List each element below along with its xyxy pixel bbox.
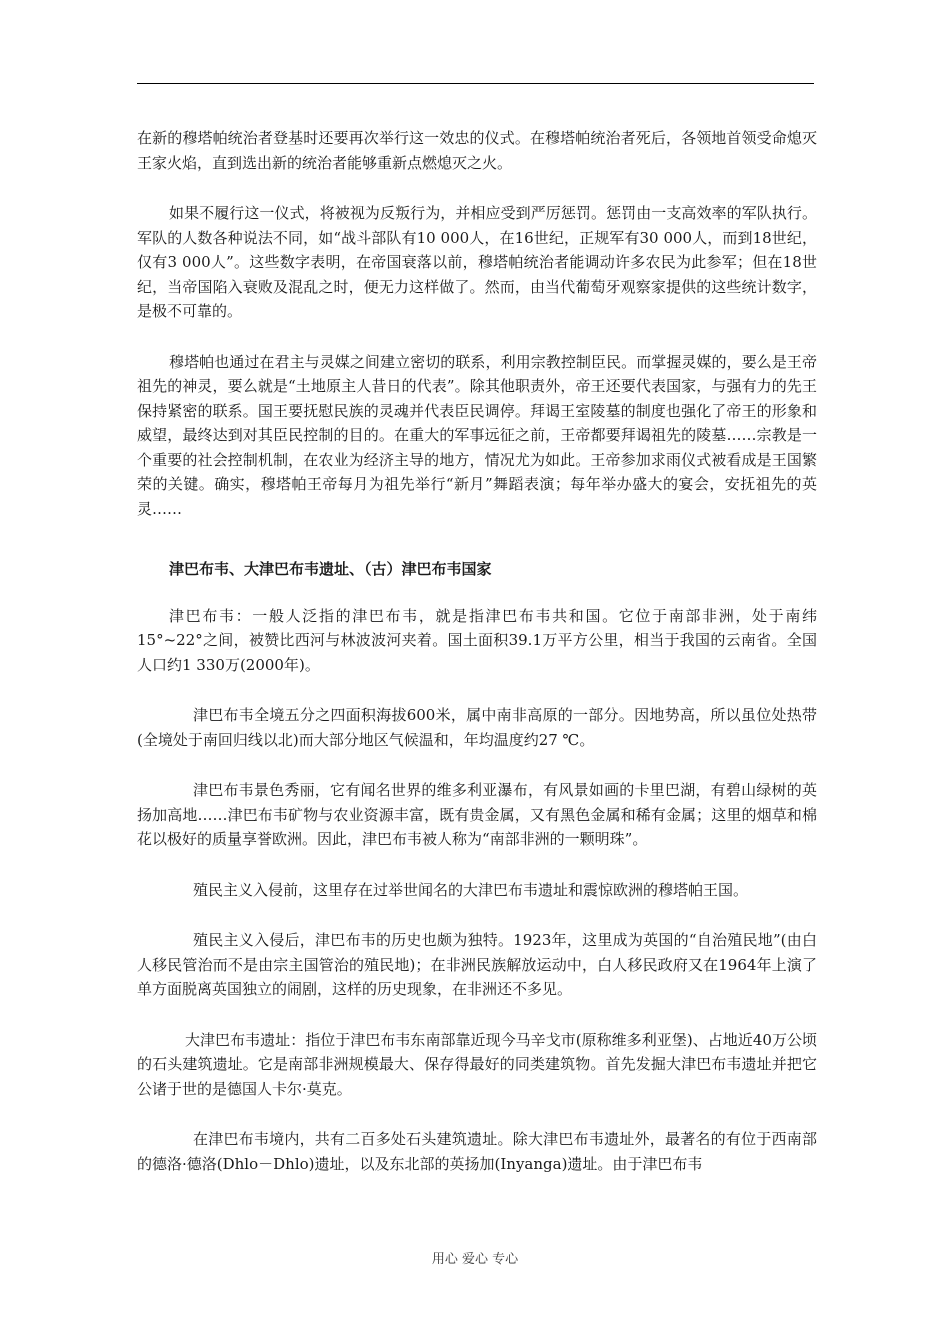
paragraph-zimbabwe-intro: 津巴布韦：一般人泛指的津巴布韦，就是指津巴布韦共和国。它位于南部非洲，处于南纬15°~22°之间，被赞比西河与林波波河夹着。国土面积39.1万平方公里，相当于我国的云南省。全国人口约1 330万(2000年)。	[137, 606, 817, 674]
paragraph-scenery: 津巴布韦景色秀丽，它有闻名世界的维多利亚瀑布，有风景如画的卡里巴湖，有碧山绿树的英扬加高地……津巴布韦矿物与农业资源丰富，既有贵金属，又有黑色金属和稀有金属；这里的烟草和棉花以极好的质量享誉欧洲。因此，津巴布韦被人称为“南部非洲的一颗明珠”。	[137, 781, 817, 848]
paragraph-climate: 津巴布韦全境五分之四面积海拔600米，属中南非高原的一部分。因地势高，所以虽位处热带(全境处于南回归线以北)而大部分地区气候温和，年均温度约27 ℃。	[137, 706, 817, 749]
paragraph-religion: 穆塔帕也通过在君主与灵媒之间建立密切的联系，利用宗教控制臣民。而掌握灵媒的，要么是王帝祖先的神灵，要么就是“土地原主人昔日的代表”。除其他职责外，帝王还要代表国家，与强有力的先王保持紧密的联系。国王要抚慰民族的灵魂并代表臣民调停。拜谒王室陵墓的制度也强化了帝王的形象和威望，最终达到对其臣民控制的目的。在重大的军事远征之前，王帝都要拜谒祖先的陵墓……宗教是一个重要的社会控制机制，在农业为经济主导的地方，情况尤为如此。王帝参加求雨仪式被看成是王国繁荣的关键。确实，穆塔帕王帝每月为祖先举行“新月”舞蹈表演；每年举办盛大的宴会，安抚祖先的英灵……	[137, 352, 817, 518]
paragraph-stone-ruins: 在津巴布韦境内，共有二百多处石头建筑遗址。除大津巴布韦遗址外，最著名的有位于西南部的德洛·德洛(Dhlo－Dhlo)遗址，以及东北部的英扬加(Inyanga)遗址。由于津巴布韦	[137, 1130, 817, 1173]
paragraph-ritual-renewal: 在新的穆塔帕统治者登基时还要再次举行这一效忠的仪式。在穆塔帕统治者死后，各领地首领受命熄灭王家火焰，直到选出新的统治者能够重新点燃熄灭之火。	[137, 129, 817, 172]
paragraph-army: 如果不履行这一仪式，将被视为反叛行为，并相应受到严厉惩罚。惩罚由一支高效率的军队执行。军队的人数各种说法不同，如“战斗部队有10 000人，在16世纪，正规军有30 000人，而到18世纪，仅有3 000人”。这些数字表明，在帝国衰落以前，穆塔帕统治者能调动许多农民为此参军；但在18世纪，当帝国陷入衰败及混乱之时，便无力这样做了。然而，由当代葡萄牙观察家提供的这些统计数字，是极不可靠的。	[137, 204, 817, 320]
section-heading: 津巴布韦、大津巴布韦遗址、（古）津巴布韦国家	[169, 560, 492, 578]
paragraph-precolonial: 殖民主义入侵前，这里存在过举世闻名的大津巴布韦遗址和震惊欧洲的穆塔帕王国。	[193, 880, 749, 899]
paragraph-colonial: 殖民主义入侵后，津巴布韦的历史也颇为独特。1923年，这里成为英国的“自治殖民地”(由白人移民管治而不是由宗主国管治的殖民地)；在非洲民族解放运动中，白人移民政府又在1964年上演了单方面脱离英国独立的闹剧，这样的历史现象，在非洲还不多见。	[137, 931, 817, 998]
page-footer: 用心 爱心 专心	[431, 1252, 519, 1267]
paragraph-great-zimbabwe: 大津巴布韦遗址：指位于津巴布韦东南部靠近现今马辛戈市(原称维多利亚堡)、占地近40万公顷的石头建筑遗址。它是南部非洲规模最大、保存得最好的同类建筑物。首先发掘大津巴布韦遗址并把它公诸于世的是德国人卡尔·莫克。	[137, 1030, 817, 1098]
header-rule	[137, 83, 814, 84]
document-body	[137, 126, 817, 1176]
